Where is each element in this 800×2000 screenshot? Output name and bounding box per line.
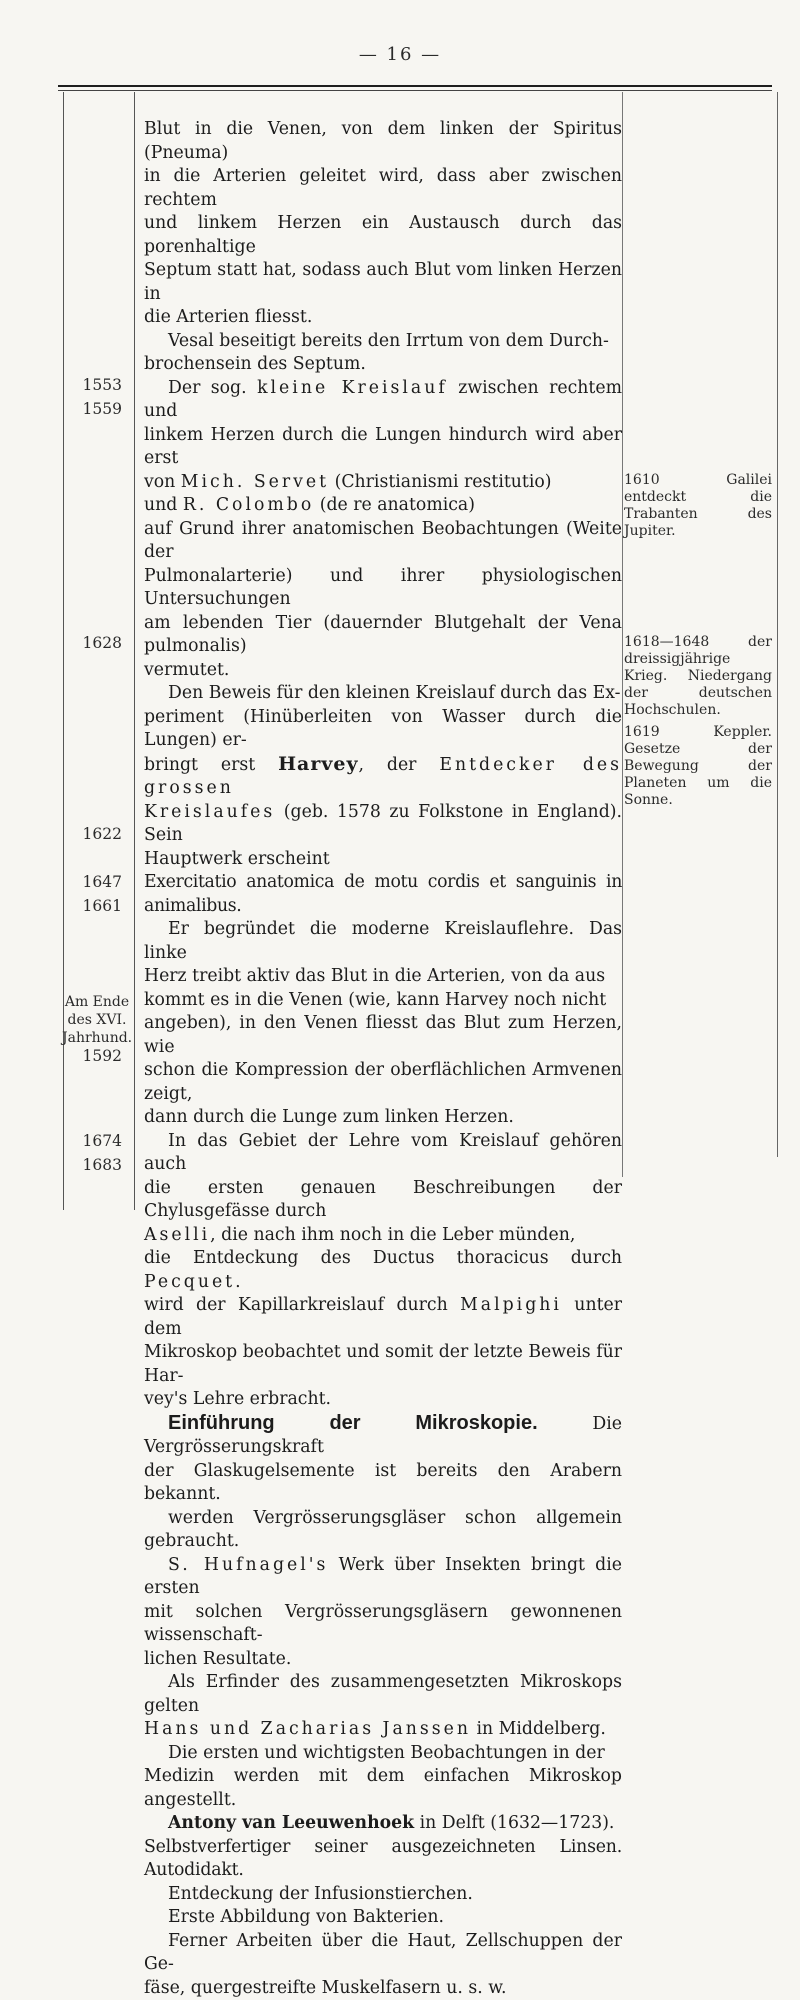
text-line: Medizin werden mit dem einfachen Mikroskop angestellt. (144, 1765, 622, 1812)
term-kleine-kreislauf: kleine Kreislauf (257, 378, 448, 398)
text-line: Hans und Zacharias Janssen in Middelberg. (144, 1718, 622, 1742)
year-1628: 1628 (83, 634, 122, 652)
text-line: Hauptwerk erscheint (144, 848, 622, 872)
text-line: Kreislaufes (geb. 1578 zu Folkstone in England). Sein (144, 801, 622, 848)
page-number: — 16 — (0, 44, 800, 65)
text-line: vermutet. (144, 659, 622, 683)
text-line: Antony van Leeuwenhoek in Delft (1632—1723). (144, 1812, 622, 1836)
person-pecquet: Pecquet (144, 1272, 235, 1292)
text-line: Erste Abbildung von Bakterien. (144, 1906, 622, 1930)
text-line: In das Gebiet der Lehre vom Kreislauf gehören auch (144, 1130, 622, 1177)
text-line: fäse, quergestreifte Muskelfasern u. s. w. (144, 1977, 622, 2000)
top-rule-thin (58, 90, 772, 91)
text-line: am lebenden Tier (dauernder Blutgehalt der Vena pulmonalis) (144, 612, 622, 659)
text-line: Pulmonalarterie) und ihrer physiologischen Untersuchungen (144, 565, 622, 612)
text-line: schon die Kompression der oberflächlichen Armvenen zeigt, (144, 1059, 622, 1106)
year-column-divider (134, 92, 135, 1210)
text-line: die ersten genauen Beschreibungen der Chylusgefässe durch (144, 1177, 622, 1224)
person-harvey: Harvey (278, 753, 358, 775)
year-1559: 1559 (83, 400, 122, 418)
year-1622: 1622 (83, 825, 122, 843)
text-line: von Mich. Servet (Christianismi restitutio) (144, 471, 622, 495)
text-line: Einführung der Mikroskopie. Die Vergrösserungskraft (144, 1412, 622, 1460)
person-hufnagel: S. Hufnagel's (168, 1555, 328, 1575)
sidenote-thirty-years-war: 1618—1648 der dreissigjährige Krieg. Niedergang der deutschen Hochschulen. (624, 634, 772, 719)
person-leeuwenhoek: Antony van Leeuwenhoek (168, 1813, 414, 1833)
text-line: Vesal beseitigt bereits den Irrtum von dem Durch- (144, 330, 622, 354)
text-line: werden Vergrösserungsgläser schon allgemein gebraucht. (144, 1507, 622, 1554)
person-janssen: Hans und Zacharias Janssen (144, 1719, 471, 1739)
text-line: Die ersten und wichtigsten Beobachtungen in der (144, 1742, 622, 1766)
text-line: dann durch die Lunge zum linken Herzen. (144, 1106, 622, 1130)
text-line: periment (Hinüberleiten von Wasser durch die Lungen) er- (144, 706, 622, 753)
term-entdecker: Entdecker des grossen (144, 755, 622, 799)
text-line: Blut in die Venen, von dem linken der Spiritus (Pneuma) (144, 118, 622, 165)
text-line: bringt erst Harvey, der Entdecker des grossen (144, 753, 622, 801)
text-line: linkem Herzen durch die Lungen hindurch wird aber erst (144, 424, 622, 471)
text-line: die Entdeckung des Ductus thoracicus durch Pecquet. (144, 1247, 622, 1294)
text-line: in die Arterien geleitet wird, dass aber zwischen rechtem (144, 165, 622, 212)
text-line: der Glaskugelsemente ist bereits den Arabern bekannt. (144, 1460, 622, 1507)
person-malpighi: Malpighi (460, 1295, 562, 1315)
text-line: brochensein des Septum. (144, 353, 622, 377)
year-1647: 1647 (83, 873, 122, 891)
text-line: vey's Lehre erbracht. (144, 1388, 622, 1412)
year-1683: 1683 (83, 1156, 122, 1174)
text-line: lichen Resultate. (144, 1648, 622, 1672)
text-line: Entdeckung der Infusionstierchen. (144, 1883, 622, 1907)
sidenote-column-divider (622, 92, 623, 1177)
margin-note-end-of-century: Am Ende des XVI. Jahrhund. (62, 993, 132, 1047)
main-text (144, 118, 622, 2000)
year-1661: 1661 (83, 897, 122, 915)
top-rule (58, 85, 772, 87)
text-line: wird der Kapillarkreislauf durch Malpighi unter dem (144, 1294, 622, 1341)
year-1674: 1674 (83, 1132, 122, 1150)
text-line: Der sog. kleine Kreislauf zwischen rechtem und (144, 377, 622, 424)
year-1553: 1553 (83, 376, 122, 394)
text-line: Den Beweis für den kleinen Kreislauf durch das Ex- (144, 682, 622, 706)
text-line: Er begründet die moderne Kreislauflehre. Das linke (144, 918, 622, 965)
sidenote-galilei: 1610 Galilei entdeckt die Trabanten des Jupiter. (624, 472, 772, 540)
text-line: die Arterien fliesst. (144, 306, 622, 330)
right-border-line (777, 92, 778, 1157)
section-heading-mikroskopie: Einführung der Mikroskopie. (168, 1412, 538, 1434)
text-line: Als Erfinder des zusammengesetzten Mikroskops gelten (144, 1671, 622, 1718)
person-colombo: R. Colombo (183, 495, 314, 515)
text-line: Aselli, die nach ihm noch in die Leber münden, (144, 1224, 622, 1248)
person-servet: Mich. Servet (181, 472, 329, 492)
text-line: mit solchen Vergrösserungsgläsern gewonnenen wissenschaft- (144, 1601, 622, 1648)
text-line: auf Grund ihrer anatomischen Beobachtungen (Weite der (144, 518, 622, 565)
text-line: Ferner Arbeiten über die Haut, Zellschuppen der Ge- (144, 1930, 622, 1977)
sidenote-keppler: 1619 Keppler. Gesetze der Bewegung der Planeten um die Sonne. (624, 724, 772, 809)
text-line: angeben), in den Venen fliesst das Blut zum Herzen, wie (144, 1012, 622, 1059)
text-line: Exercitatio anatomica de motu cordis et sanguinis in animalibus. (144, 871, 622, 918)
text-line: Herz treibt aktiv das Blut in die Arterien, von da aus (144, 965, 622, 989)
year-1592: 1592 (83, 1047, 122, 1065)
text-line: und R. Colombo (de re anatomica) (144, 494, 622, 518)
text-line: S. Hufnagel's Werk über Insekten bringt die ersten (144, 1554, 622, 1601)
text-line: Septum statt hat, sodass auch Blut vom linken Herzen in (144, 259, 622, 306)
text-line: Mikroskop beobachtet und somit der letzte Beweis für Har- (144, 1341, 622, 1388)
text-line: und linkem Herzen ein Austausch durch das porenhaltige (144, 212, 622, 259)
text-line: Selbstverfertiger seiner ausgezeichneten Linsen. Autodidakt. (144, 1836, 622, 1883)
text-line: kommt es in die Venen (wie, kann Harvey noch nicht (144, 989, 622, 1013)
person-aselli: Aselli (144, 1225, 210, 1245)
